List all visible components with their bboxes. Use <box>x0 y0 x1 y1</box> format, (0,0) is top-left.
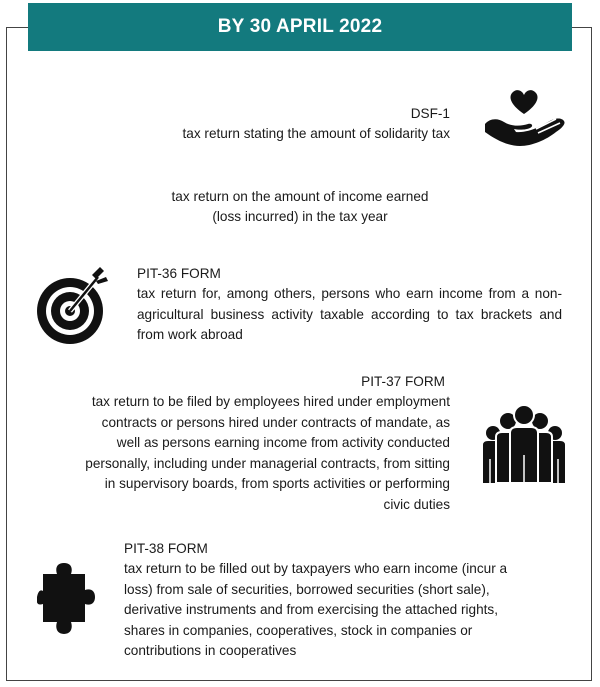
pit38-line: loss) from sale of securities, borrowed securities (short sale), <box>124 581 490 597</box>
target-arrow-icon <box>34 263 110 349</box>
pit37-description <box>30 392 450 515</box>
pit37-line: contracts or persons hired under contracts of mandate, as <box>101 414 450 430</box>
pit36-description: tax return for, among others, persons who earn income from a non-agricultural business activity taxable according to tax brackets and from work abroad <box>137 286 562 342</box>
income-return-line2: (loss incurred) in the tax year <box>212 209 388 224</box>
pit37-title: PIT-37 FORM <box>361 374 445 389</box>
puzzle-piece-icon <box>37 560 97 644</box>
pit37-line: personally, including under managerial contracts, from sitting <box>85 455 450 471</box>
pit37-line: civic duties <box>383 496 450 512</box>
income-return-line1: tax return on the amount of income earned <box>171 189 429 204</box>
dsf-code: DSF-1 <box>410 106 450 121</box>
pit38-title: PIT-38 FORM <box>124 541 208 556</box>
pit37-line: tax return to be filed by employees hired under employment <box>91 394 450 409</box>
pit37-line: in supervisory boards, from sports activities or performing <box>104 476 450 491</box>
pit38-line: contributions in cooperatives <box>124 643 297 658</box>
pit37-line: well as persons earning income from activity conducted <box>116 435 450 450</box>
hand-heart-icon <box>482 88 566 150</box>
group-people-icon <box>480 403 568 485</box>
deadline-banner <box>28 3 572 51</box>
pit38-line: tax return to be filled out by taxpayers who earn income (incur a <box>124 561 508 576</box>
pit38-line: derivative instruments and from exercising the attached rights, <box>124 602 499 617</box>
pit38-description <box>124 559 564 662</box>
pit36-title: PIT-36 FORM <box>137 266 221 281</box>
pit38-line: shares in companies, cooperatives, stock in companies or <box>124 622 473 638</box>
banner-title: BY 30 APRIL 2022 <box>217 16 383 37</box>
dsf-description: tax return stating the amount of solidarity tax <box>182 126 450 141</box>
